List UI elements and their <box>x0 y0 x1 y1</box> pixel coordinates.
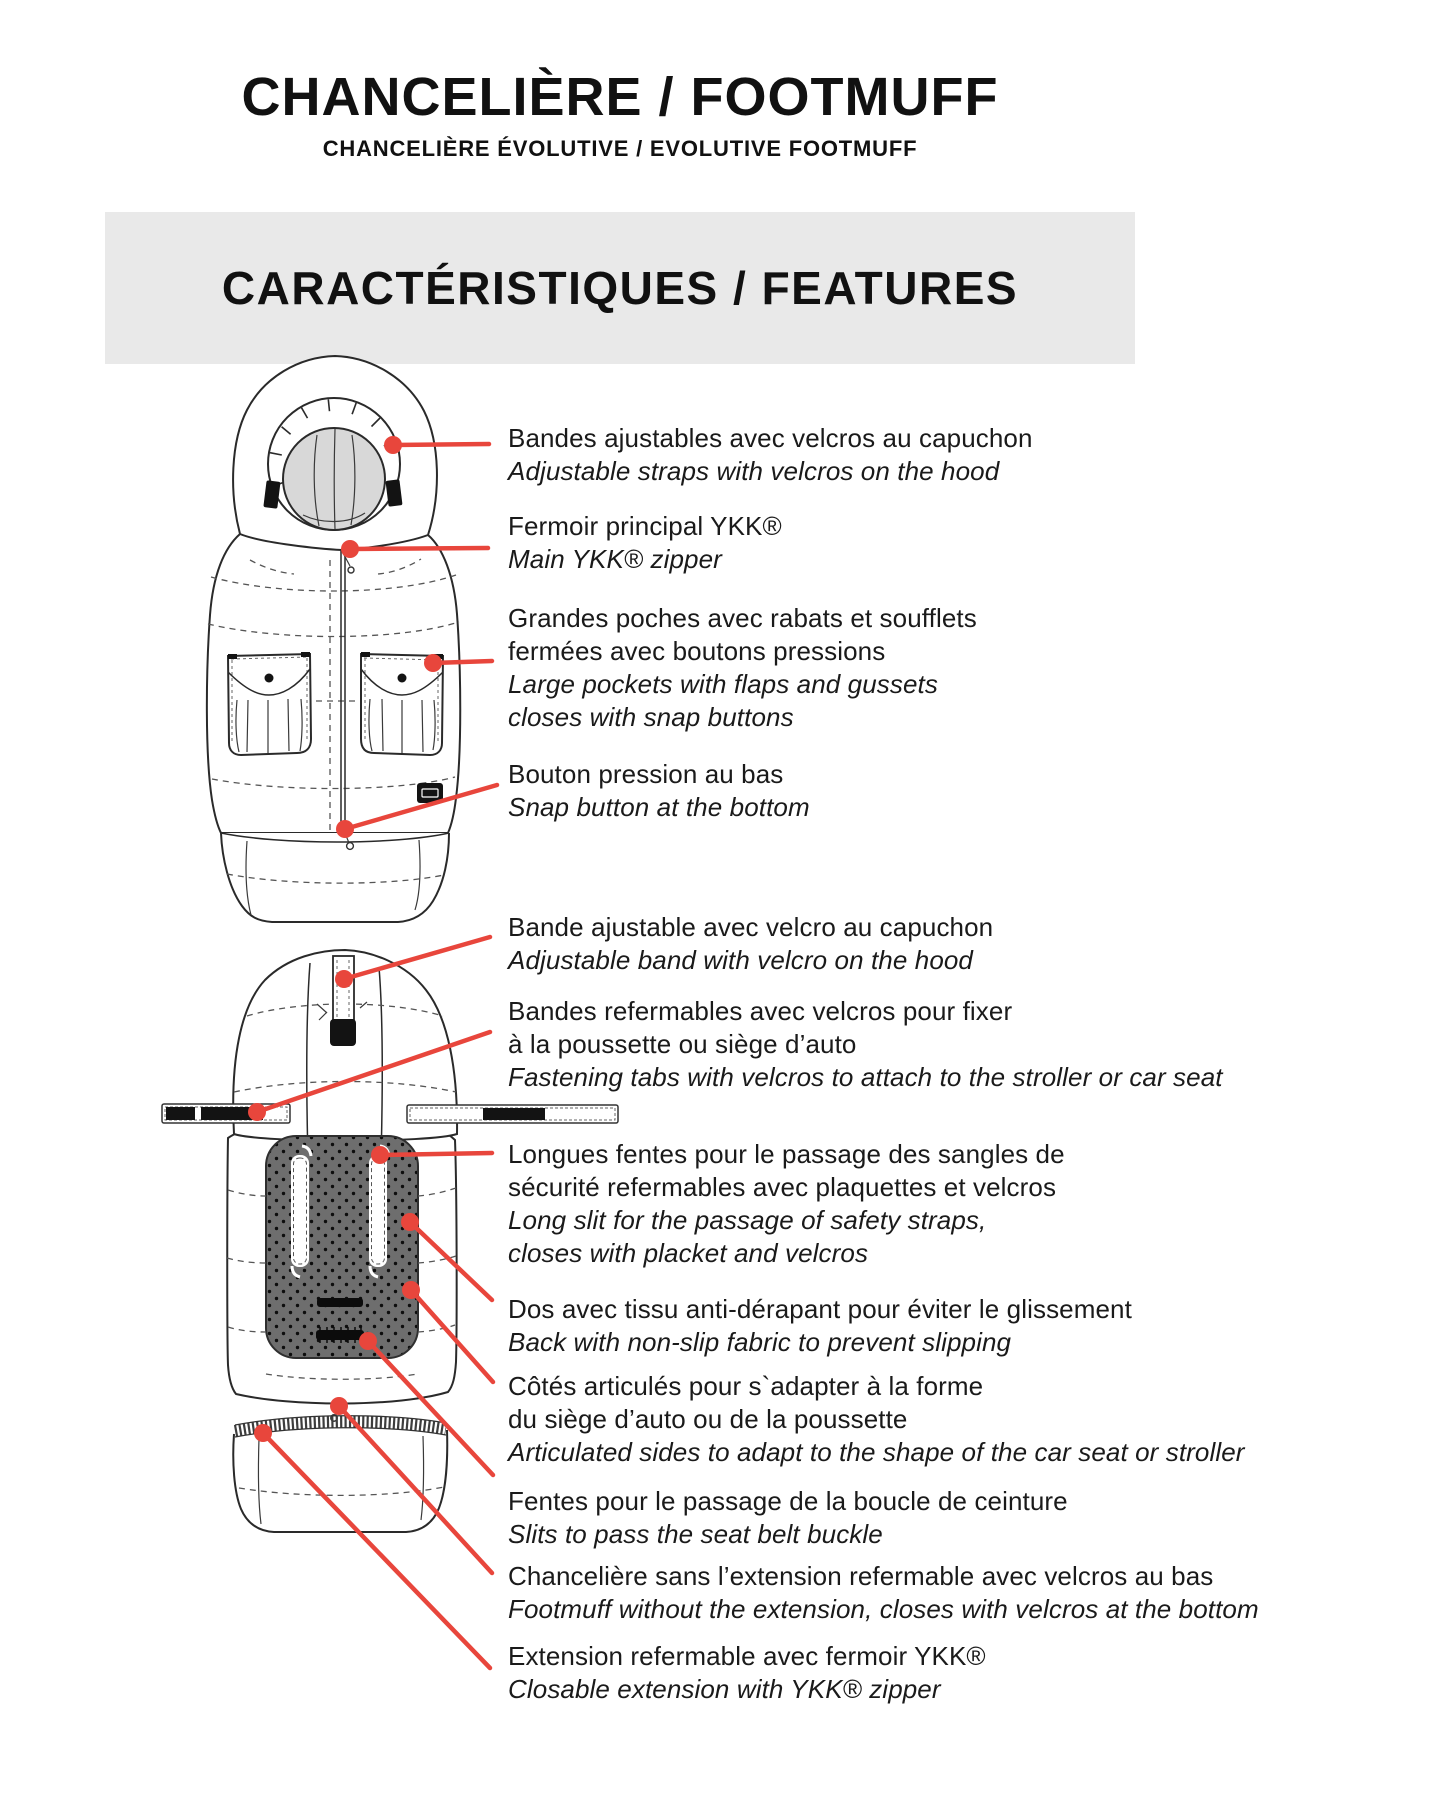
hood-velcro-strap-left <box>263 480 280 509</box>
callout-dot <box>330 1397 348 1415</box>
feature-item <box>508 602 977 734</box>
callout-dot <box>335 970 353 988</box>
feature-item <box>508 422 1033 488</box>
feature-item <box>508 1138 1065 1270</box>
feature-text-fr: Bandes ajustables avec velcros au capuchon <box>508 423 1033 453</box>
extension-zipper <box>235 1422 446 1431</box>
belt-buckle-slits <box>316 1298 364 1343</box>
callout-line <box>380 1153 492 1155</box>
feature-text-en: Long slit for the passage of safety straps, <box>508 1205 987 1235</box>
feature-text-en: Closable extension with YKK® zipper <box>508 1674 941 1704</box>
feature-text-en: Back with non-slip fabric to prevent slipping <box>508 1327 1012 1357</box>
callout-dot <box>424 654 442 672</box>
callout-line <box>263 1433 490 1668</box>
callout-line <box>339 1406 492 1573</box>
feature-item <box>508 1370 1245 1469</box>
callout-line <box>350 548 488 549</box>
feature-text-fr: Extension refermable avec fermoir YKK® <box>508 1641 986 1671</box>
feature-text-fr: Bouton pression au bas <box>508 759 784 789</box>
callout-dot <box>384 436 402 454</box>
feature-item <box>508 1485 1068 1551</box>
callout-line <box>411 1290 493 1382</box>
extension-piece <box>233 1416 447 1532</box>
feature-text-fr: Fermoir principal YKK® <box>508 511 782 541</box>
feature-text-fr: Dos avec tissu anti-dérapant pour éviter le glissement <box>508 1294 1132 1324</box>
feature-text-en: Adjustable band with velcro on the hood <box>508 945 973 975</box>
page-title: CHANCELIÈRE / FOOTMUFF <box>241 67 999 127</box>
feature-text-fr: à la poussette ou siège d’auto <box>508 1029 857 1059</box>
features-banner-title: CARACTÉRISTIQUES / FEATURES <box>221 262 1019 314</box>
feature-text-fr: Fentes pour le passage de la boucle de ceinture <box>508 1486 1068 1516</box>
logo-patch <box>417 783 443 803</box>
callout-line <box>433 661 492 663</box>
feature-text-en: Articulated sides to adapt to the shape of the car seat or stroller <box>508 1437 1245 1467</box>
feature-text-en: Main YKK® zipper <box>508 544 722 574</box>
page-subtitle: CHANCELIÈRE ÉVOLUTIVE / EVOLUTIVE FOOTMUFF <box>322 136 918 161</box>
feature-item <box>508 911 993 977</box>
callout-line <box>410 1222 492 1300</box>
feature-text-en: closes with placket and velcros <box>508 1238 869 1268</box>
callout-dot <box>359 1332 377 1350</box>
front-view-illustration <box>207 356 460 922</box>
feature-text-fr: fermées avec boutons pressions <box>508 636 886 666</box>
callout-line <box>368 1341 493 1475</box>
feature-item <box>508 510 782 576</box>
anti-slip-panel <box>266 1136 418 1358</box>
feature-text-en: Slits to pass the seat belt buckle <box>508 1519 883 1549</box>
callout-dot <box>254 1424 272 1442</box>
callout-dot <box>248 1103 266 1121</box>
callout-line <box>257 1032 490 1112</box>
callout-dot <box>401 1213 419 1231</box>
hood-fur-ticks <box>270 399 395 486</box>
feature-text-fr: Bandes refermables avec velcros pour fixer <box>508 996 1013 1026</box>
callout-dot <box>336 820 354 838</box>
feature-text-fr: Chancelière sans l’extension refermable avec velcros au bas <box>508 1561 1214 1591</box>
features-banner <box>105 212 1135 364</box>
pocket-left <box>228 652 311 755</box>
feature-text-fr: sécurité refermables avec plaquettes et velcros <box>508 1172 1057 1202</box>
feature-text-en: Fastening tabs with velcros to attach to the stroller or car seat <box>508 1062 1223 1092</box>
callout-line <box>393 444 489 445</box>
feature-text-fr: Côtés articulés pour s`adapter à la forme <box>508 1371 984 1401</box>
safety-strap-slits <box>291 1146 389 1277</box>
hood-lining <box>283 428 385 530</box>
callout-dot <box>341 540 359 558</box>
feature-text-fr: Grandes poches avec rabats et soufflets <box>508 603 977 633</box>
feature-text-en: closes with snap buttons <box>508 702 794 732</box>
fastening-tab-right <box>407 1105 618 1123</box>
feature-item <box>508 1640 986 1706</box>
callout-markers <box>248 436 497 1668</box>
feature-item <box>508 1293 1132 1359</box>
feature-text-fr: Bande ajustable avec velcro au capuchon <box>508 912 994 942</box>
feature-text-en: Snap button at the bottom <box>508 792 810 822</box>
hood-velcro-strap-right <box>385 479 402 507</box>
fastening-tab-left <box>162 1104 290 1123</box>
callout-line <box>345 785 497 829</box>
pocket-right <box>361 652 443 755</box>
feature-text-fr: Longues fentes pour le passage des sangles de <box>508 1139 1065 1169</box>
feature-text-en: Footmuff without the extension, closes with velcros at the bottom <box>508 1594 1259 1624</box>
callout-dot <box>402 1281 420 1299</box>
feature-text-en: Adjustable straps with velcros on the hood <box>508 456 1000 486</box>
feature-item <box>508 1560 1259 1626</box>
hood-adjust-strap <box>317 956 367 1046</box>
feature-text-en: Large pockets with flaps and gussets <box>508 669 938 699</box>
callout-dot <box>371 1146 389 1164</box>
feature-text-fr: du siège d’auto ou de la poussette <box>508 1404 908 1434</box>
feature-item <box>508 758 810 824</box>
callout-line <box>344 937 490 979</box>
feature-item <box>508 995 1223 1094</box>
